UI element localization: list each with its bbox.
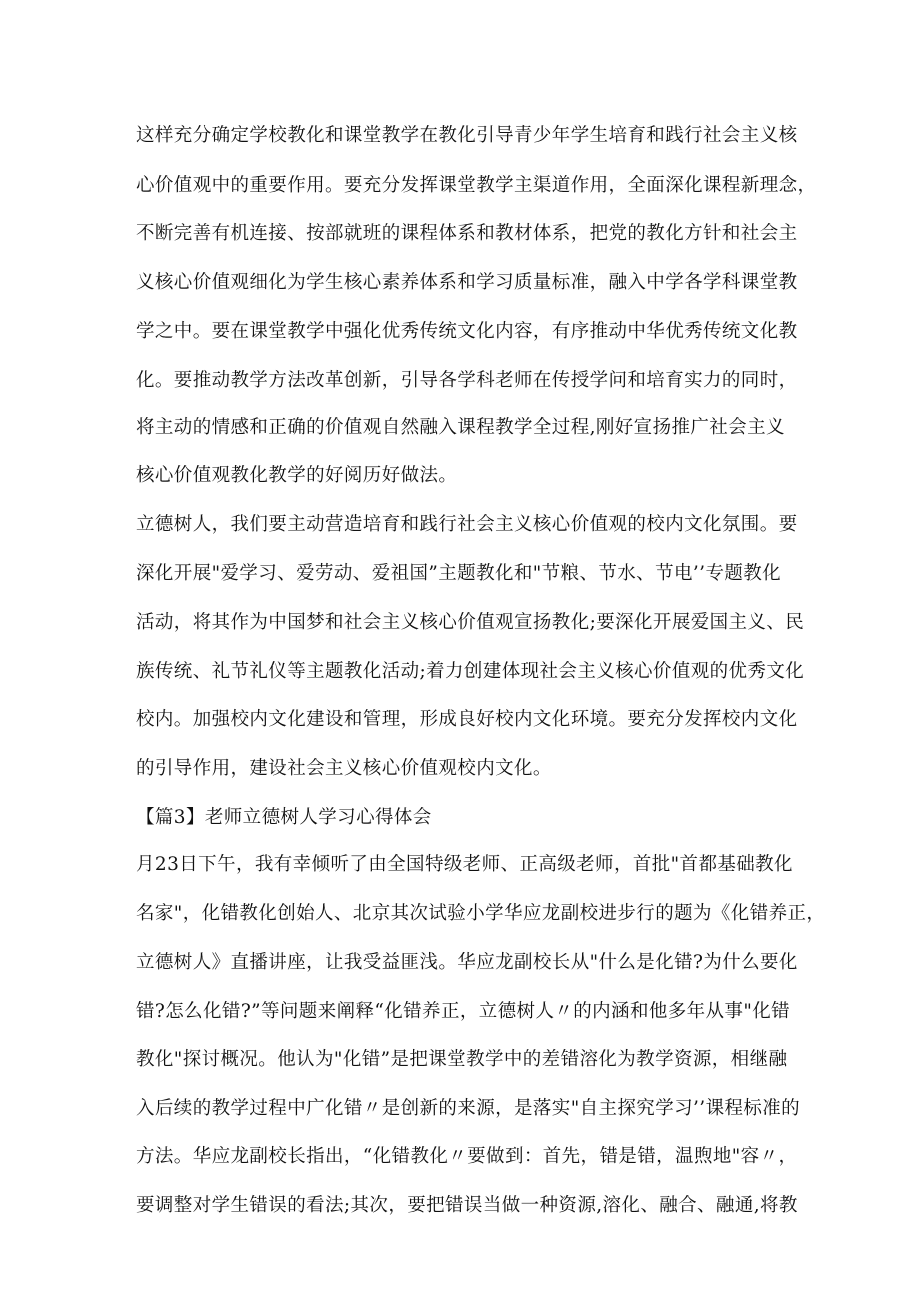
paragraph-3-line: 教化"探讨概况。他认为"化错”是把课堂教学中的差错溶化为教学资源，相继融 bbox=[136, 1049, 788, 1070]
paragraph-3-line: 错?怎么化错?”等问题来阐释“化错养正，立德树人〃的内涵和他多年从事"化错 bbox=[136, 1001, 791, 1022]
paragraph-3-line: 入后续的教学过程中广化错〃是创新的来源，是落实"自主探究学习’’课程标准的 bbox=[136, 1098, 801, 1119]
paragraph-1-line: 心价值观中的重要作用。要充分发挥课堂教学主渠道作用，全面深化课程新理念， bbox=[136, 175, 817, 196]
paragraph-2-line: 立德树人，我们要主动营造培育和践行社会主义核心价值观的校内文化氛围。要 bbox=[136, 514, 798, 535]
paragraph-1-line: 将主动的情感和正确的价值观自然融入课程教学全过程,刚好宣扬推广社会主义 bbox=[136, 417, 785, 438]
paragraph-3-line: 方法。华应龙副校长指出，“化错教化〃要做到：首先，错是错，温煦地"容〃， bbox=[136, 1146, 798, 1167]
paragraph-2-line: 族传统、礼节礼仪等主题教化活动;着力创建体现社会主义核心价值观的优秀文化 bbox=[136, 661, 805, 682]
paragraph-1-line: 学之中。要在课堂教学中强化优秀传统文化内容，有序推动中华优秀传统文化教 bbox=[136, 321, 798, 342]
paragraph-2-line: 深化开展"爱学习、爱劳动、爱祖国”主题教化和"节粮、节水、节电’’专题教化 bbox=[136, 563, 782, 584]
paragraph-1-line: 这样充分确定学校教化和课堂教学在教化引导青少年学生培育和践行社会主义核 bbox=[136, 125, 798, 146]
paragraph-2-line: 的引导作用，建设社会主义核心价值观校内文化。 bbox=[136, 758, 552, 779]
paragraph-1-line: 核心价值观教化教学的好阅历好做法。 bbox=[136, 465, 458, 486]
paragraph-1-line: 不断完善有机连接、按部就班的课程体系和教材体系，把党的教化方针和社会主 bbox=[136, 223, 798, 244]
paragraph-3-line: 立德树人》直播讲座，让我受益匪浅。华应龙副校长从"什么是化错?为什么要化 bbox=[136, 952, 798, 973]
paragraph-3-line: 名家"，化错教化创始人、北京其次试验小学华应龙副校进步行的题为《化错养正， bbox=[136, 903, 826, 924]
paragraph-2-line: 校内。加强校内文化建设和管理，形成良好校内文化环境。要充分发挥校内文化 bbox=[136, 709, 798, 730]
paragraph-3-line: 要调整对学生错误的看法;其次，要把错误当做一种资源,溶化、融合、融通,将教 bbox=[136, 1195, 798, 1216]
paragraph-1-line: 义核心价值观细化为学生核心素养体系和学习质量标准，融入中学各学科课堂教 bbox=[136, 272, 798, 293]
paragraph-1-line: 化。要推动教学方法改革创新，引导各学科老师在传授学问和培育实力的同时， bbox=[136, 370, 798, 391]
paragraph-3-line: 月23日下午，我有幸倾听了由全国特级老师、正高级老师，首批"首都基础教化 bbox=[136, 854, 793, 875]
paragraph-2-line: 活动，将其作为中国梦和社会主义核心价值观宣扬教化;要深化开展爱国主义、民 bbox=[136, 612, 805, 633]
section-heading: 【篇3】老师立德树人学习心得体会 bbox=[136, 807, 432, 828]
